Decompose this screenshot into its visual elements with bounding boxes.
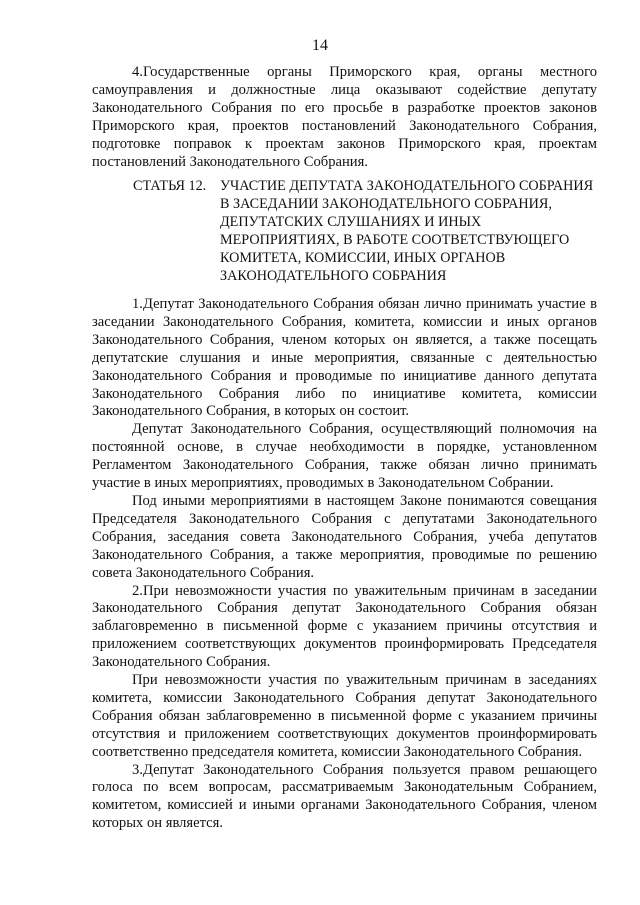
body-paragraph-6: 3.Депутат Законодательного Собрания пользуется правом решающего голоса по всем вопросам, рассматриваемым Законодательным Собранием, комитетом, комиссией и иными органами Законодательного Собрания, членом которых он является. [92, 761, 597, 832]
body-paragraph-1: 1.Депутат Законодательного Собрания обязан лично принимать участие в заседании Законодательного Собрания, комитета, комиссии и иных органов Законодательного Собрания, членом которых он является, а также посещать депутатские слушания и иные мероприятия, связанные с деятельностью Законодательного Собрания и проводимые по инициативе данного депутата Законодательного Собрания либо по инициативе комитета, комиссии Законодательного Собрания, в которых он состоит. [92, 296, 597, 420]
article-title: УЧАСТИЕ ДЕПУТАТА ЗАКОНОДАТЕЛЬНОГО СОБРАНИЯ В ЗАСЕДАНИИ ЗАКОНОДАТЕЛЬНОГО СОБРАНИЯ, ДЕПУТАТСКИХ СЛУШАНИЯХ И ИНЫХ МЕРОПРИЯТИЯХ, В РАБОТЕ СООТВЕТСТВУЮЩЕГО КОМИТЕТА, КОМИССИИ, ИНЫХ ОРГАНОВ ЗАКОНОДАТЕЛЬНОГО СОБРАНИЯ [220, 178, 594, 284]
body-paragraph-3: Под иными мероприятиями в настоящем Законе понимаются совещания Председателя Законодательного Собрания с депутатами Законодательного Собрания, заседания совета Законодательного Собрания, учеба депутатов Законодательного Собрания, а также мероприятия, проводимые по решению совета Законодательного Собрания. [92, 492, 597, 581]
article-heading [133, 178, 603, 285]
page-number: 14 [312, 37, 328, 54]
intro-paragraph: 4.Государственные органы Приморского края, органы местного самоуправления и должностные лица оказывают содействие депутату Законодательного Собрания по его просьбе в разработке проектов законов Приморского края, проектов постановлений Законодательного Собрания, подготовке поправок к проектам законов Приморского края, проектам постановлений Законодательного Собрания. [92, 64, 597, 170]
article-label: СТАТЬЯ 12. [133, 178, 207, 194]
body-paragraph-2: Депутат Законодательного Собрания, осуществляющий полномочия на постоянной основе, в случае необходимости в порядке, установленном Регламентом Законодательного Собрания, также обязан лично принимать участие в иных мероприятиях, проводимых в Законодательном Собрании. [92, 421, 597, 492]
intro-section [92, 64, 597, 171]
article-body [92, 296, 597, 833]
body-paragraph-4: 2.При невозможности участия по уважительным причинам в заседании Законодательного Собрания депутат Законодательного Собрания обязан заблаговременно в письменной форме с указанием причины отсутствия и приложением соответствующих документов проинформировать Председателя Законодательного Собрания. [92, 582, 597, 671]
body-paragraph-5: При невозможности участия по уважительным причинам в заседаниях комитета, комиссии Законодательного Собрания депутат Законодательного Собрания обязан заблаговременно в письменной форме с указанием причины отсутствия и приложением соответствующих документов проинформировать соответственно председателя комитета, комиссии Законодательного Собрания. [92, 672, 597, 760]
